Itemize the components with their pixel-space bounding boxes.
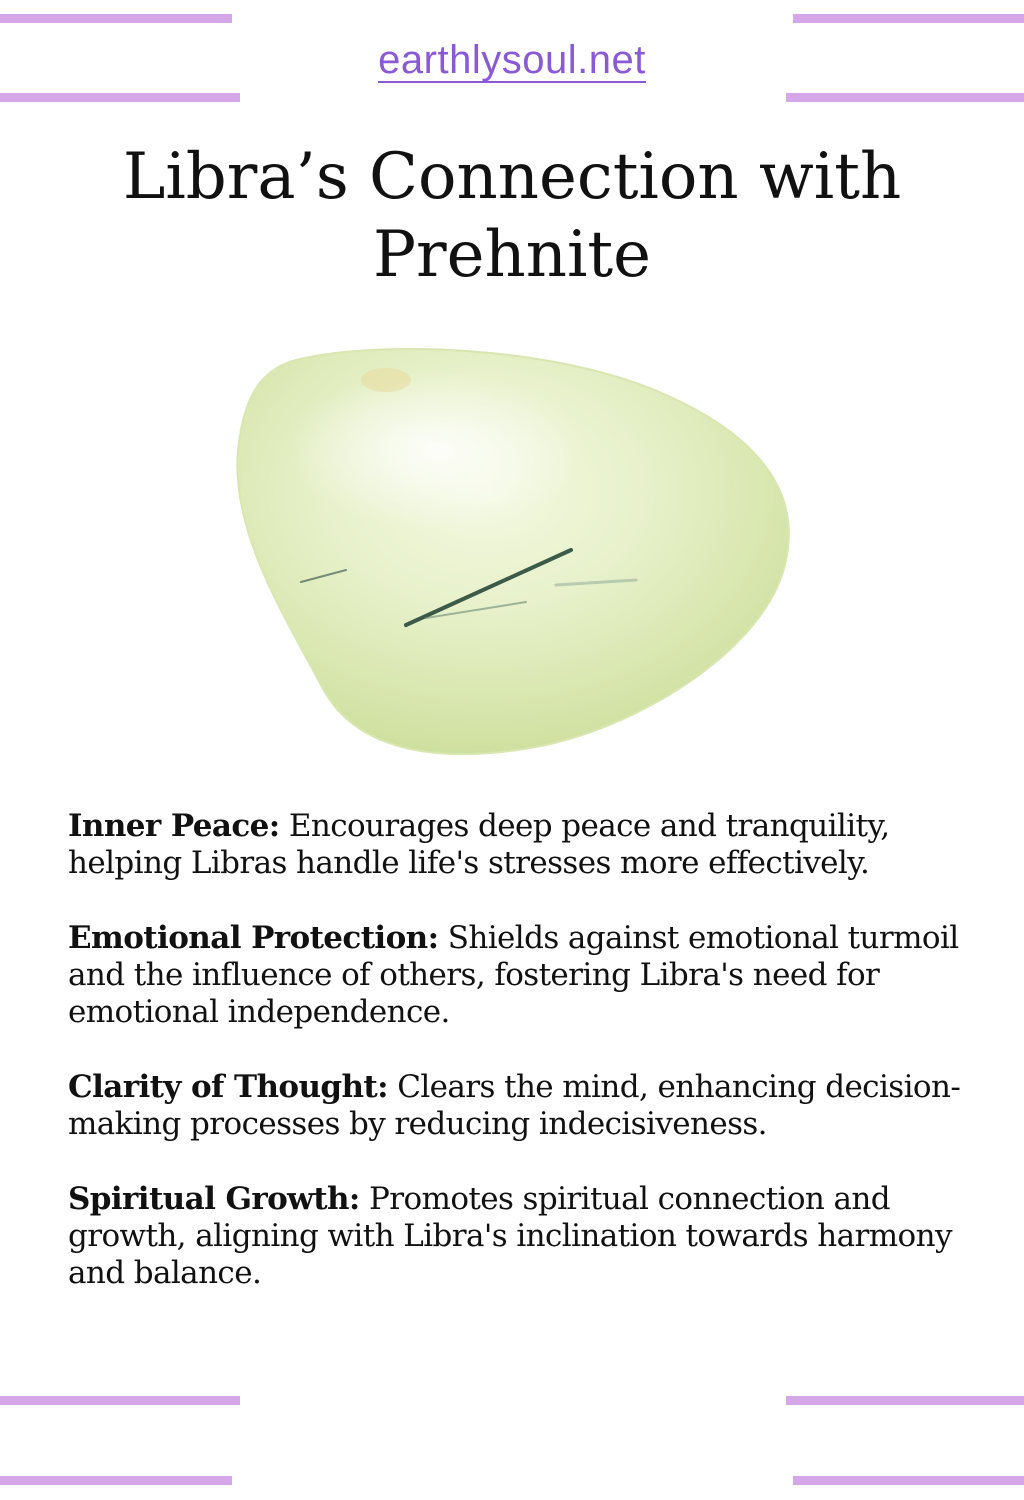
property-clarity-of-thought: [68, 1069, 968, 1143]
property-text: Encourages deep peace and tranquility, helping Libras handle life's stresses more effectively.: [68, 808, 890, 881]
property-inner-peace: [68, 808, 968, 882]
page-title: [0, 138, 1024, 294]
bottom-bar-right-2: [793, 1476, 1024, 1485]
property-emotional-protection: [68, 920, 968, 1031]
title-line-1: Libra’s Connection with: [122, 140, 902, 214]
property-text: Promotes spiritual connection and growth, aligning with Libra's inclination towards harmony and balance.: [68, 1181, 952, 1291]
bottom-bar-left-1: [0, 1396, 240, 1405]
property-text: Shields against emotional turmoil and the influence of others, fostering Libra's need for emotional independence.: [68, 920, 959, 1030]
property-heading: Clarity of Thought:: [68, 1069, 388, 1105]
property-heading: Inner Peace:: [68, 808, 280, 844]
property-heading: Emotional Protection:: [68, 920, 439, 956]
property-heading: Spiritual Growth:: [68, 1181, 360, 1217]
logo-text: earthlysoul.net: [378, 38, 646, 82]
top-bar-right-1: [793, 14, 1024, 23]
bottom-bar-right-1: [786, 1396, 1024, 1405]
property-text: Clears the mind, enhancing decision-making processes by reducing indecisiveness.: [68, 1069, 961, 1142]
top-bar-left-1: [0, 14, 232, 23]
top-bar-left-2: [0, 93, 240, 102]
site-logo[interactable]: [0, 38, 1024, 83]
top-bar-right-2: [786, 93, 1024, 102]
property-spiritual-growth: [68, 1181, 968, 1292]
prehnite-stone-image: [226, 340, 798, 760]
title-line-2: Prehnite: [372, 218, 652, 292]
properties-list: [68, 808, 968, 1330]
bottom-bar-left-2: [0, 1476, 232, 1485]
